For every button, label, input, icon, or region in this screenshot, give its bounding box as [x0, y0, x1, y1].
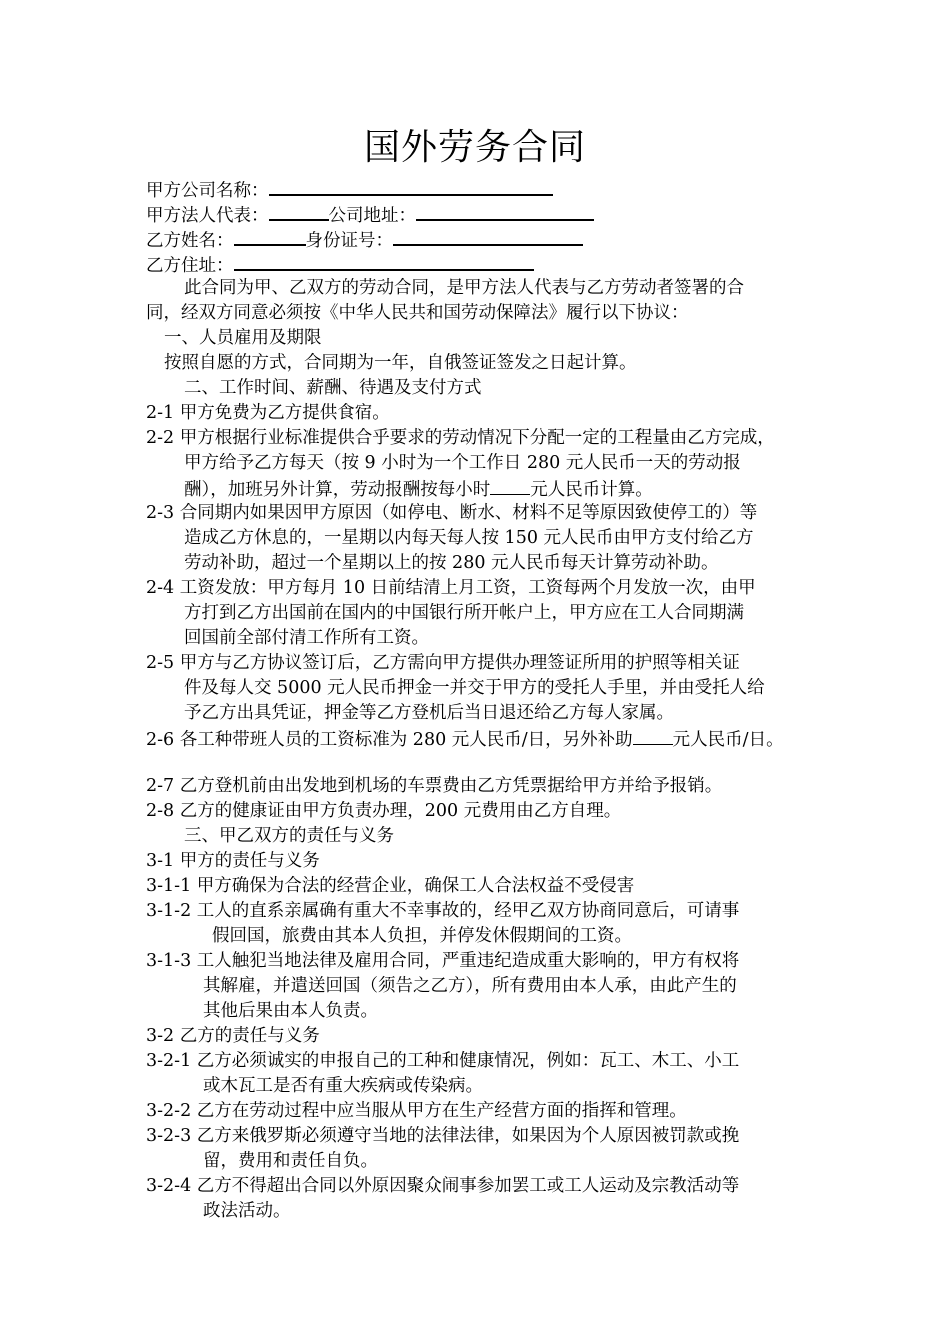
clause-2-2-line-3-tail: 元人民币计算。 [530, 480, 653, 500]
party-b-name-label: 乙方姓名： [146, 231, 234, 251]
party-a-rep-line [146, 201, 594, 228]
document-title: 国外劳务合同 [363, 127, 586, 168]
clause-3-1-2-line-1: 3-1-2 工人的直系亲属确有重大不幸事故的，经甲乙双方协商同意后，可请事 [146, 901, 740, 921]
clause-3-1-3-line-1: 3-1-3 工人触犯当地法律及雇用合同，严重违纪造成重大影响的，甲方有权将 [146, 951, 740, 971]
clause-2-3-line-2: 造成乙方休息的，一星期以内每天每人按 150 元人民币由甲方支付给乙方 [184, 528, 754, 548]
party-a-company-line [146, 176, 553, 203]
party-b-address-field[interactable] [234, 251, 534, 271]
company-address-label: 公司地址： [328, 206, 416, 226]
subsidy-blank[interactable] [633, 726, 673, 745]
clause-3-2-1-line-1: 3-2-1 乙方必须诚实的申报自己的工种和健康情况，例如：瓦工、木工、小工 [146, 1051, 740, 1071]
clause-3-2-2: 3-2-2 乙方在劳动过程中应当服从甲方在生产经营方面的指挥和管理。 [146, 1101, 687, 1121]
overtime-rate-blank[interactable] [490, 476, 530, 495]
clause-2-4-line-2: 方打到乙方出国前在国内的中国银行所开帐户上，甲方应在工人合同期满 [184, 603, 744, 623]
clause-2-7: 2-7 乙方登机前由出发地到机场的车票费由乙方凭票据给甲方并给予报销。 [146, 776, 723, 796]
clause-2-5-line-3: 予乙方出具凭证，押金等乙方登机后当日退还给乙方每人家属。 [184, 703, 674, 723]
clause-3-1-3-line-2: 其解雇，并遣送回国（须告之乙方），所有费用由本人承，由此产生的 [203, 976, 737, 996]
party-b-address-label: 乙方住址： [146, 256, 234, 276]
clause-2-8: 2-8 乙方的健康证由甲方负责办理，200 元费用由乙方自理。 [146, 801, 622, 821]
clause-2-2-line-1: 2-2 甲方根据行业标准提供合乎要求的劳动情况下分配一定的工程量由乙方完成， [146, 428, 775, 448]
party-a-company-field[interactable] [269, 176, 553, 196]
section-1-heading: 一、人员雇用及期限 [164, 328, 322, 348]
party-a-rep-field[interactable] [269, 201, 329, 221]
intro-line-1: 此合同为甲、乙双方的劳动合同，是甲方法人代表与乙方劳动者签署的合 [184, 278, 744, 298]
id-number-field[interactable] [393, 226, 583, 246]
clause-3-1-1: 3-1-1 甲方确保为合法的经营企业，确保工人合法权益不受侵害 [146, 876, 635, 896]
clause-3-1: 3-1 甲方的责任与义务 [146, 851, 320, 871]
clause-2-6-tail: 元人民币/日。 [672, 730, 784, 750]
clause-3-1-2-line-2: 假回国，旅费由其本人负担，并停发休假期间的工资。 [212, 926, 632, 946]
clause-2-6-text: 2-6 各工种带班人员的工资标准为 280 元人民币/日，另外补助 [146, 730, 633, 750]
section-1-body: 按照自愿的方式，合同期为一年，自俄签证签发之日起计算。 [164, 353, 637, 373]
clause-2-5-line-1: 2-5 甲方与乙方协议签订后，乙方需向甲方提供办理签证所用的护照等相关证 [146, 653, 740, 673]
party-a-company-label: 甲方公司名称： [146, 181, 269, 201]
clause-2-3-line-1: 2-3 合同期内如果因甲方原因（如停电、断水、材料不足等原因致使停工的）等 [146, 503, 758, 523]
clause-2-3-line-3: 劳动补助，超过一个星期以上的按 280 元人民币每天计算劳动补助。 [184, 553, 719, 573]
clause-3-2-3-line-1: 3-2-3 乙方来俄罗斯必须遵守当地的法律法律，如果因为个人原因被罚款或挽 [146, 1126, 740, 1146]
section-3-heading: 三、甲乙双方的责任与义务 [184, 826, 394, 846]
clause-2-1: 2-1 甲方免费为乙方提供食宿。 [146, 403, 390, 423]
clause-3-2-1-line-2: 或木瓦工是否有重大疾病或传染病。 [203, 1076, 483, 1096]
intro-line-2: 同，经双方同意必须按《中华人民共和国劳动保障法》履行以下协议： [146, 303, 689, 323]
section-2-heading: 二、工作时间、薪酬、待遇及支付方式 [184, 378, 482, 398]
clause-3-2-3-line-2: 留，费用和责任自负。 [203, 1151, 378, 1171]
clause-2-5-line-2: 件及每人交 5000 元人民币押金一并交于甲方的受托人手里，并由受托人给 [184, 678, 765, 698]
clause-2-2-line-3-text: 酬），加班另外计算，劳动报酬按每小时 [184, 480, 491, 500]
clause-2-2-line-3 [184, 476, 653, 502]
clause-3-2: 3-2 乙方的责任与义务 [146, 1026, 320, 1046]
id-number-label: 身份证号： [305, 231, 393, 251]
clause-2-4-line-1: 2-4 工资发放：甲方每月 10 日前结清上月工资，工资每两个月发放一次，由甲 [146, 578, 756, 598]
clause-3-2-4-line-2: 政法活动。 [203, 1201, 291, 1221]
clause-2-2-line-2: 甲方给予乙方每天（按 9 小时为一个工作日 280 元人民币一天的劳动报 [184, 453, 741, 473]
clause-2-6 [146, 726, 784, 752]
party-b-name-field[interactable] [234, 226, 306, 246]
clause-3-2-4-line-1: 3-2-4 乙方不得超出合同以外原因聚众闹事参加罢工或工人运动及宗教活动等 [146, 1176, 740, 1196]
clause-2-4-line-3: 回国前全部付清工作所有工资。 [184, 628, 429, 648]
company-address-field[interactable] [416, 201, 594, 221]
party-b-name-line [146, 226, 583, 253]
clause-3-1-3-line-3: 其他后果由本人负责。 [203, 1001, 378, 1021]
party-a-rep-label: 甲方法人代表： [146, 206, 269, 226]
party-b-address-line [146, 251, 534, 278]
